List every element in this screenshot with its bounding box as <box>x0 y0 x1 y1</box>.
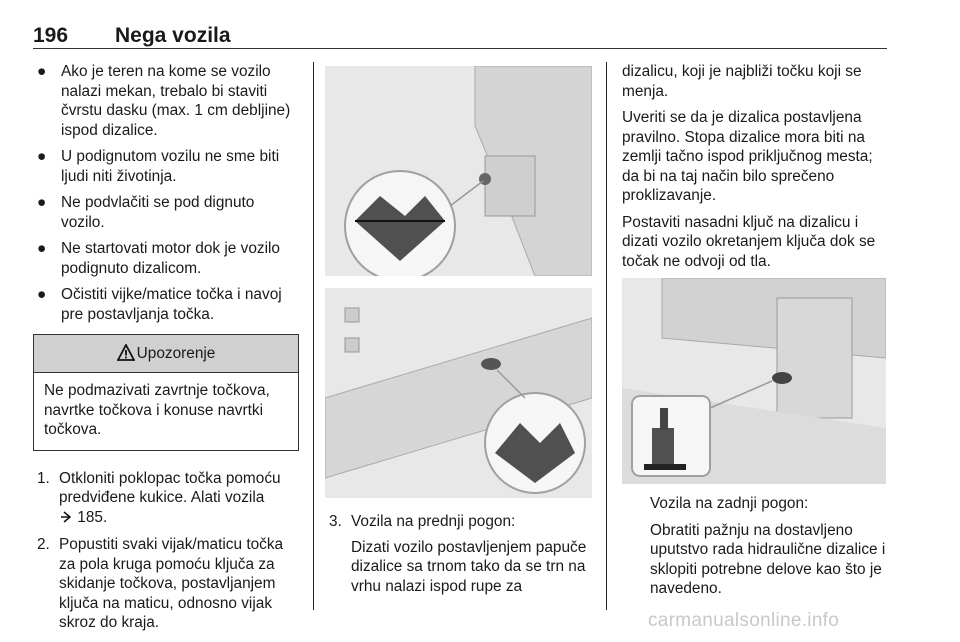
arrow-right-icon <box>59 510 73 530</box>
column-divider <box>313 62 314 610</box>
step-2: 2. Popustiti svaki vijak/maticu točka za pola kruga pomoću ključa za skidanje točkova, postavljanjem ključa na maticu, odnosno vijak skroz do kraja. <box>37 536 284 631</box>
warning-header <box>34 335 298 373</box>
bullet-item: ● Očistiti vijke/matice točka i navoj pre postavljanja točka. <box>37 286 282 323</box>
warning-text: Ne podmazivati zavrtnje točkova, navrtke točkova i konuse navrtki točkova. <box>44 382 270 438</box>
column-3: dizalicu, koji je najbliži točku koji se menja. Uveriti se da je dizalica postavljena pravilno. Stopa dizalice mora biti na zemlji tačno ispod priključnog mesta; da bi na taj način bilo sprečeno proklizavanje. Postaviti nasadni ključ na dizalicu i dizati vozilo okretanjem ključa dok se točak ne odvoji od tla. <box>622 63 876 270</box>
watermark: carmanualsonline.info <box>648 610 840 631</box>
step-1: 1. Otkloniti poklopac točka pomoću predviđene kukice. Alati vozila 185. <box>33 469 301 530</box>
jack-front-figure-2 <box>325 288 592 498</box>
bullet-item: ● Ako je teren na kome se vozilo nalazi mekan, trebalo bi staviti čvrstu dasku (max. 1 cm debljine) ispod dizalice. <box>37 63 291 139</box>
bullet-item: ● Ne podvlačiti se pod dignuto vozilo. <box>37 194 255 231</box>
column-3-bottom: Vozila na zadnji pogon: Obratiti pažnju na dostavljeno uputstvo rada hidraulične dizalice i sklopiti potrebne delove kao što je navedeno. <box>650 495 886 597</box>
column-2-text <box>325 512 593 602</box>
page-number: 196 <box>33 24 69 47</box>
warning-box <box>33 334 299 451</box>
bullet-item: ● U podignutom vozilu ne sme biti ljudi niti životinja. <box>37 148 280 185</box>
step-3: 3. Vozila na prednji pogon: Dizati vozilo postavljenjem papuče dizalice sa trnom tako da se trn na vrhu nalazi ispod rupe za <box>329 513 587 595</box>
page-header <box>33 8 887 49</box>
column-1 <box>33 62 301 639</box>
page-reference[interactable]: 185. <box>77 508 108 526</box>
warning-title: Upozorenje <box>136 345 216 362</box>
warning-triangle-icon <box>117 338 135 375</box>
jack-rear-figure <box>622 278 886 484</box>
bullet-item: ● Ne startovati motor dok je vozilo podignuto dizalicom. <box>37 240 280 277</box>
column-divider <box>606 62 607 610</box>
jack-front-figure-1 <box>325 66 592 276</box>
page-title: Nega vozila <box>115 24 231 47</box>
